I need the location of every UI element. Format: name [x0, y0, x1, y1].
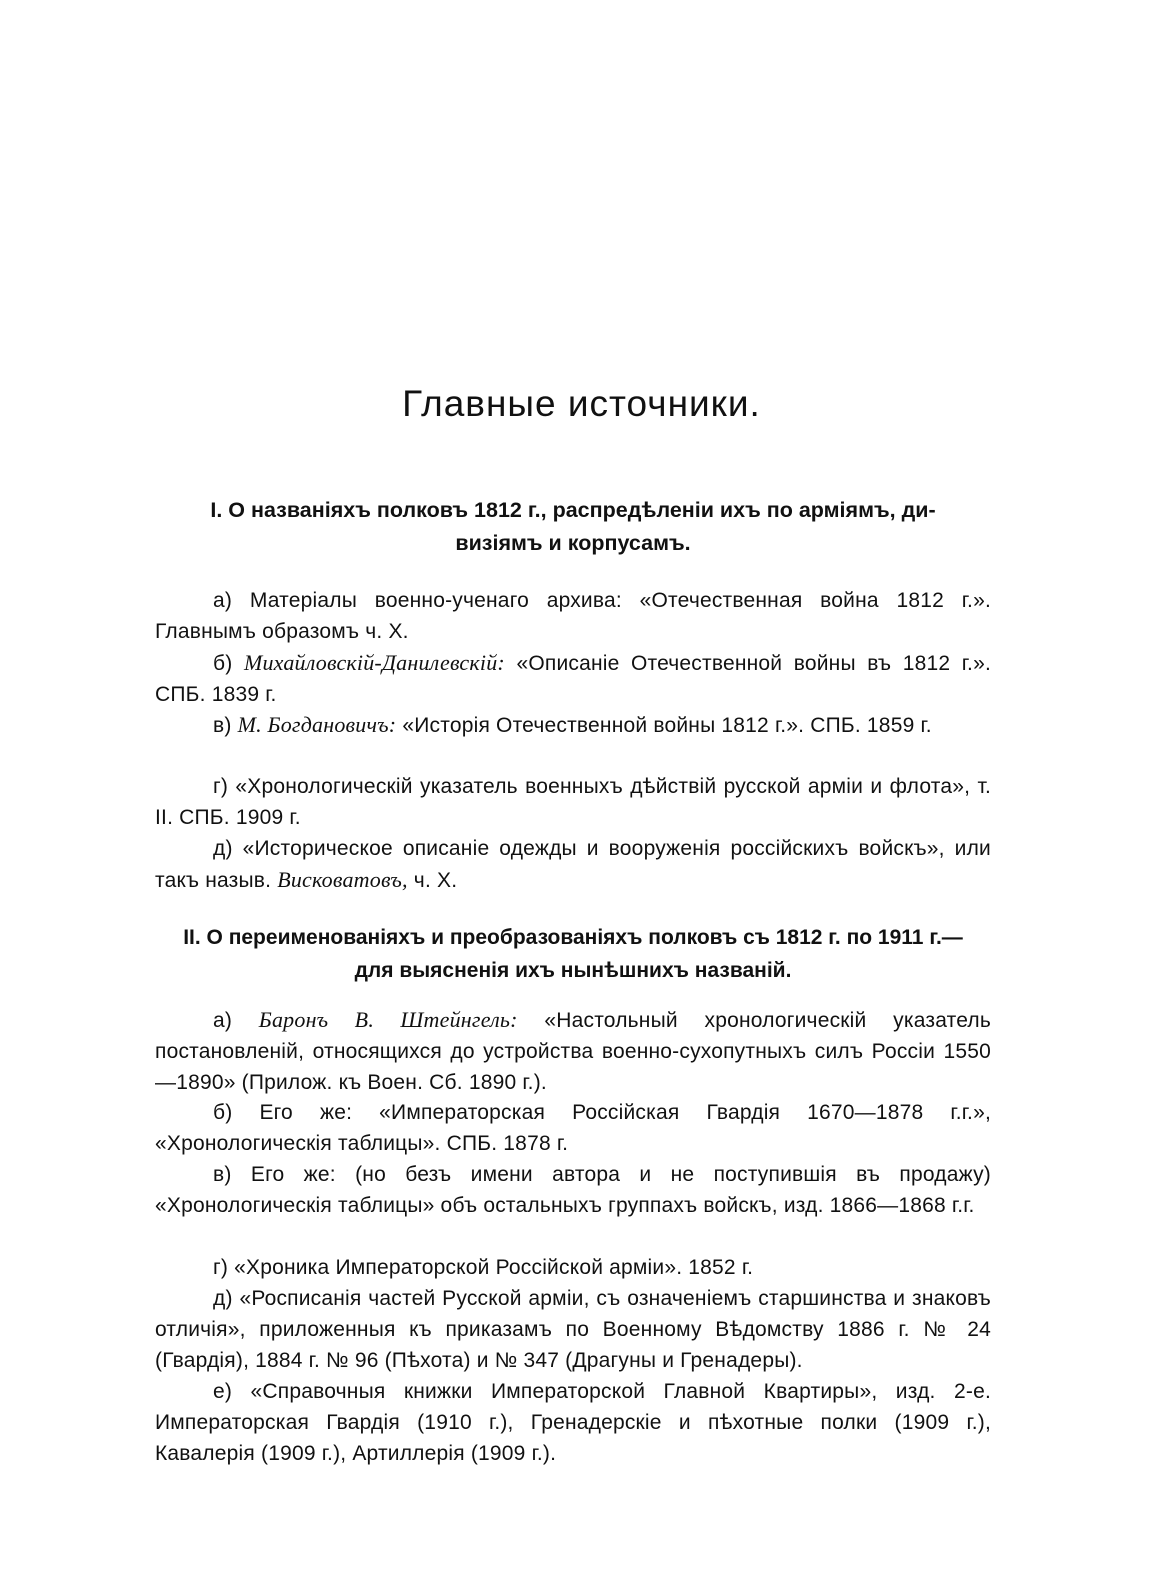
source-2e: д) «Росписанія частей Русской арміи, съ означеніемъ старшинства и знаковъ отличія», приложенныя къ приказамъ по Военному Вѣдомству 1886 г. № 24 (Гвардія), 1884 г. № 96 (Пѣхота) и № 347 (Драгуны и Гренадеры).: [155, 1287, 991, 1372]
section-1-heading: [155, 494, 991, 560]
page-title: Главные источники.: [402, 383, 761, 424]
source-2f: е) «Справочныя книжки Императорской Главной Квартиры», изд. 2-е. Императорская Гвардія (1910 г.), Гренадерскіе и пѣхотные полки (1909 г.), Кавалерія (1909 г.), Артиллерія (1909 г.).: [155, 1380, 991, 1465]
source-2d: г) «Хроника Императорской Россійской арміи». 1852 г.: [213, 1256, 754, 1279]
source-2c: в) Его же: (но безъ имени автора и не поступившія въ продажу) «Хронологическія таблицы» объ остальныхъ группахъ войскъ, изд. 1866—1868 г.г.: [155, 1163, 991, 1217]
author-name: Висковатовъ,: [277, 867, 408, 892]
source-2b: б) Его же: «Императорская Россійская Гвардія 1670—1878 г.г.», «Хронологическія таблицы». СПБ. 1878 г.: [155, 1101, 991, 1155]
source-1c: в) М. Богдановичъ: «Исторія Отечественной войны 1812 г.». СПБ. 1859 г.: [213, 712, 932, 737]
section-2-heading: [155, 921, 991, 987]
author-name: М. Богдановичъ:: [237, 712, 397, 737]
source-1d: г) «Хронологическій указатель военныхъ дѣйствій русской арміи и флота», т. II. СПБ. 1909 г.: [155, 775, 991, 829]
section-1-heading-line-2: визіямъ и корпусамъ.: [455, 531, 691, 555]
source-1a: а) Матеріалы военно-ученаго архива: «Отечественная война 1812 г.». Главнымъ образомъ ч. X.: [155, 589, 991, 643]
section-2-heading-line-2: для выясненія ихъ нынѣшнихъ названій.: [354, 959, 792, 982]
section-2-heading-line-1: II. О переименованіяхъ и преобразованіяхъ полковъ съ 1812 г. по 1911 г.—: [183, 926, 963, 949]
section-1-heading-line-1: I. О названіяхъ полковъ 1812 г., распредѣленіи ихъ по арміямъ, ди-: [210, 498, 936, 522]
author-name: Баронъ В. Штейнгель:: [258, 1007, 518, 1032]
source-1b: б) Михайловскій-Данилевскій: «Описаніе Отечественной войны въ 1812 г.». СПБ. 1839 г.: [155, 650, 992, 706]
source-1e: д) «Историческое описаніе одежды и вооруженія россійскихъ войскъ», или такъ назыв. Висковатовъ, ч. X.: [155, 837, 991, 892]
author-name: Михайловскій-Данилевскій:: [243, 650, 505, 675]
source-2a: а) Баронъ В. Штейнгель: «Настольный хронологическій указатель постановленій, относящихся до устройства военно-сухопутныхъ силъ Россіи 1550—1890» (Прилож. къ Воен. Сб. 1890 г.).: [155, 1007, 991, 1094]
